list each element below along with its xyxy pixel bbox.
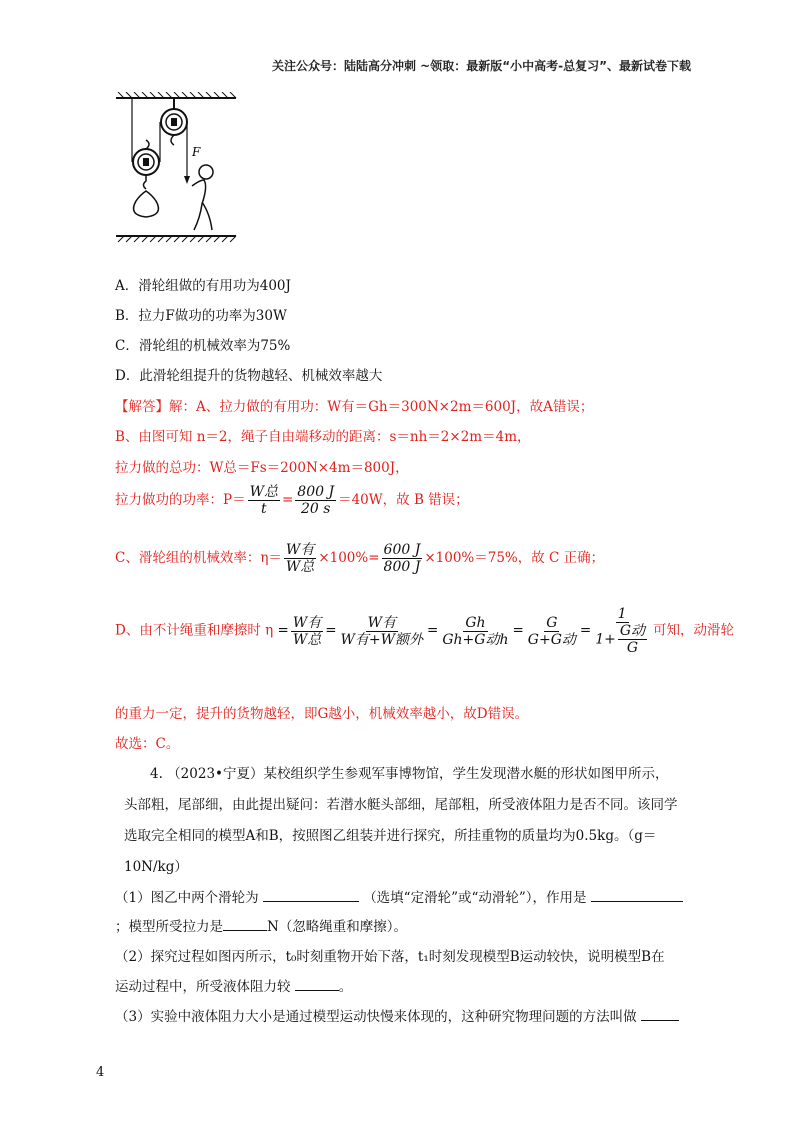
blank-pulley-function[interactable] <box>591 889 683 902</box>
q4-sub1-cont: ；模型所受拉力是 N（忽略绳重和摩擦）。 <box>115 919 408 935</box>
pulley-figure <box>112 92 242 250</box>
answer-choice: 故选：C。 <box>115 736 180 752</box>
blank-resistance[interactable] <box>295 978 339 991</box>
answer-line2: B、由图可知 n＝2，绳子自由端移动的距离：s＝nh＝2×2m＝4m， <box>115 429 531 445</box>
answer-power: 拉力做功的功率：P＝ $\frac{\text{W总}}{t}$ = $\frac{800 J}{20 s}$ ＝40W，故 B 错误； <box>115 484 469 518</box>
answer-d-formula: D、由不计绳重和摩擦时 η = $\frac{\text{W有}}{\text{W总}}$ = $\frac{\text{W有}}{\text{W有+W额外}}$ = $\frac{Gh}{\text{Gh+G动h}}$ = $\frac{G}{\text{G+G动}}$ = 1 1+ $\frac{\text{G动}}{G}$ 可知，动滑轮 <box>115 606 735 657</box>
answer-line3: 拉力做的总功：W总＝Fs＝200N×4m＝800J， <box>115 460 409 476</box>
q4-line2: 头部粗，尾部细，由此提出疑问：若潜水艇头部细，尾部粗，所受液体阻力是否不同。该同学 <box>124 797 678 813</box>
blank-tension[interactable] <box>223 918 267 931</box>
q4-sub2: （2）探究过程如图丙所示，t₀时刻重物开始下落，t₁时刻发现模型B运动较快，说明模型B在 <box>115 949 665 965</box>
option-d: D．此滑轮组提升的货物越轻、机械效率越大 <box>115 368 383 384</box>
q4-line1: 4. （2023•宁夏）某校组织学生参观军事博物馆，学生发现潜水艇的形状如图甲所示， <box>150 766 669 782</box>
q4-line3: 选取完全相同的模型A和B，按照图乙组装并进行探究，所挂重物的质量均为0.5kg。（g＝ <box>124 828 657 844</box>
option-a: A．滑轮组做的有用功为400J <box>115 278 291 294</box>
option-b: B．拉力F做功的功率为30W <box>115 308 287 324</box>
answer-tag: 【解答】 <box>115 399 169 415</box>
page-header: 关注公众号：陆陆高分冲刺 ~领取：最新版“小中高考-总复习”、最新试卷下载 <box>272 59 691 73</box>
q4-sub2-cont: 运动过程中，所受液体阻力较 。 <box>115 979 353 995</box>
q4-sub1: （1）图乙中两个滑轮为 （选填“定滑轮”或“动滑轮”），作用是 <box>115 886 683 906</box>
blank-method[interactable] <box>641 1008 679 1021</box>
force-label: F <box>192 145 201 159</box>
answer-line1: 【解答】解：A、拉力做的有用功：W有＝Gh＝300N×2m＝600J，故A错误； <box>115 399 594 415</box>
q4-line4: 10N/kg） <box>124 859 188 875</box>
page-number: 4 <box>96 1065 105 1080</box>
answer-d-line2: 的重力一定，提升的货物越轻，即G越小，机械效率越小，故D错误。 <box>115 706 529 722</box>
answer-efficiency: C、滑轮组的机械效率：η＝ $\frac{\text{W有}}{\text{W总}}$ ×100%= $\frac{600 J}{800 J}$ ×100%＝75%，故 C 正确； <box>115 542 605 576</box>
blank-pulley-type[interactable] <box>263 889 359 902</box>
q4-sub3: （3）实验中液体阻力大小是通过模型运动快慢来体现的，这种研究物理问题的方法叫做 <box>115 1005 679 1025</box>
option-c: C．滑轮组的机械效率为75% <box>115 338 291 354</box>
